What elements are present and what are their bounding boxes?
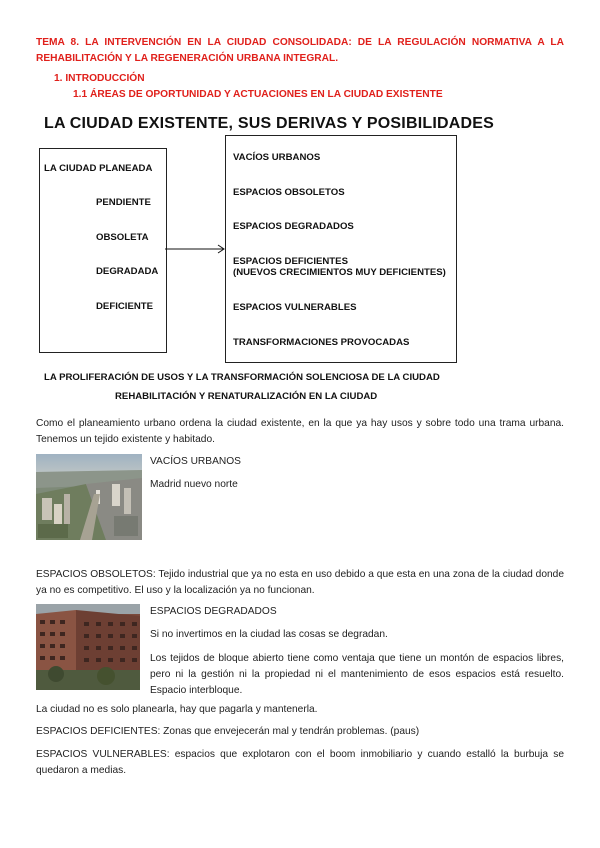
caption-rehabilitacion: REHABILITACIÓN Y RENATURALIZACIÓN EN LA CIUDAD (115, 391, 378, 402)
right-item-vulnerables: ESPACIOS VULNERABLES (233, 302, 357, 313)
left-item-pendiente: PENDIENTE (96, 197, 151, 208)
left-item-deficiente: DEFICIENTE (96, 301, 154, 312)
degradados-text1: Si no invertimos en la ciudad las cosas se degradan. (150, 629, 388, 640)
mantener-paragraph: La ciudad no es solo planearla, hay que pagarla y mantenerla. (36, 704, 318, 715)
vulnerables-paragraph: ESPACIOS VULNERABLES: espacios que explotaron con el boom inmobiliario y cuando estalló la burbuja se quedaron a medias. (36, 749, 564, 776)
right-item-deficientes: ESPACIOS DEFICIENTES (233, 256, 348, 267)
degradados-title: ESPACIOS DEGRADADOS (150, 606, 277, 617)
vacios-text: Madrid nuevo norte (150, 479, 238, 490)
arrow-right-icon (165, 243, 227, 255)
intro-paragraph: Como el planeamiento urbano ordena la ciudad existente, en la que ya hay usos y sobre todo una trama urbana. Tenemos un tejido existente y habitado. (36, 418, 564, 445)
housing-blocks-photo (36, 604, 140, 690)
planned-city-box (39, 148, 167, 353)
subsection-heading: 1.1 ÁREAS DE OPORTUNIDAD Y ACTUACIONES EN LA CIUDAD EXISTENTE (73, 89, 443, 100)
right-item-vacios: VACÍOS URBANOS (233, 152, 321, 163)
deficientes-paragraph: ESPACIOS DEFICIENTES: Zonas que envejecerán mal y tendrán problemas. (paus) (36, 726, 420, 737)
right-item-obsoletos: ESPACIOS OBSOLETOS (233, 187, 345, 198)
obsoletos-paragraph: ESPACIOS OBSOLETOS: Tejido industrial que ya no esta en uso debido a que esta en una zona de la ciudad donde ya no es competitivo. El uso y la localización ya no funcionan. (36, 569, 564, 596)
vacios-title: VACÍOS URBANOS (150, 456, 241, 467)
outcomes-box (225, 135, 457, 363)
planned-city-heading: LA CIUDAD PLANEADA (44, 163, 153, 174)
caption-proliferacion: LA PROLIFERACIÓN DE USOS Y LA TRANSFORMACIÓN SOLENCIOSA DE LA CIUDAD (44, 372, 440, 383)
diagram-title: LA CIUDAD EXISTENTE, SUS DERIVAS Y POSIBILIDADES (44, 115, 494, 132)
document-title: TEMA 8. LA INTERVENCIÓN EN LA CIUDAD CONSOLIDADA: DE LA REGULACIÓN NORMATIVA A LA REHABILITACIÓN Y LA REGENERACIÓN URBANA INTEGRAL. (36, 37, 564, 64)
aerial-city-photo (36, 454, 142, 540)
left-item-obsoleta: OBSOLETA (96, 232, 149, 243)
right-item-degradados: ESPACIOS DEGRADADOS (233, 221, 354, 232)
right-item-transformaciones: TRANSFORMACIONES PROVOCADAS (233, 337, 410, 348)
left-item-degradada: DEGRADADA (96, 266, 159, 277)
section-heading: 1. INTRODUCCIÓN (54, 73, 145, 84)
degradados-text2: Los tejidos de bloque abierto tiene como ventaja que tiene un montón de espacios libres, pero ni la gestión ni la propiedad ni el mantenimiento de esos espacios está resuelto. Espacio interbloque. (150, 653, 564, 696)
right-item-deficientes-note: (NUEVOS CRECIMIENTOS MUY DEFICIENTES) (233, 267, 446, 278)
